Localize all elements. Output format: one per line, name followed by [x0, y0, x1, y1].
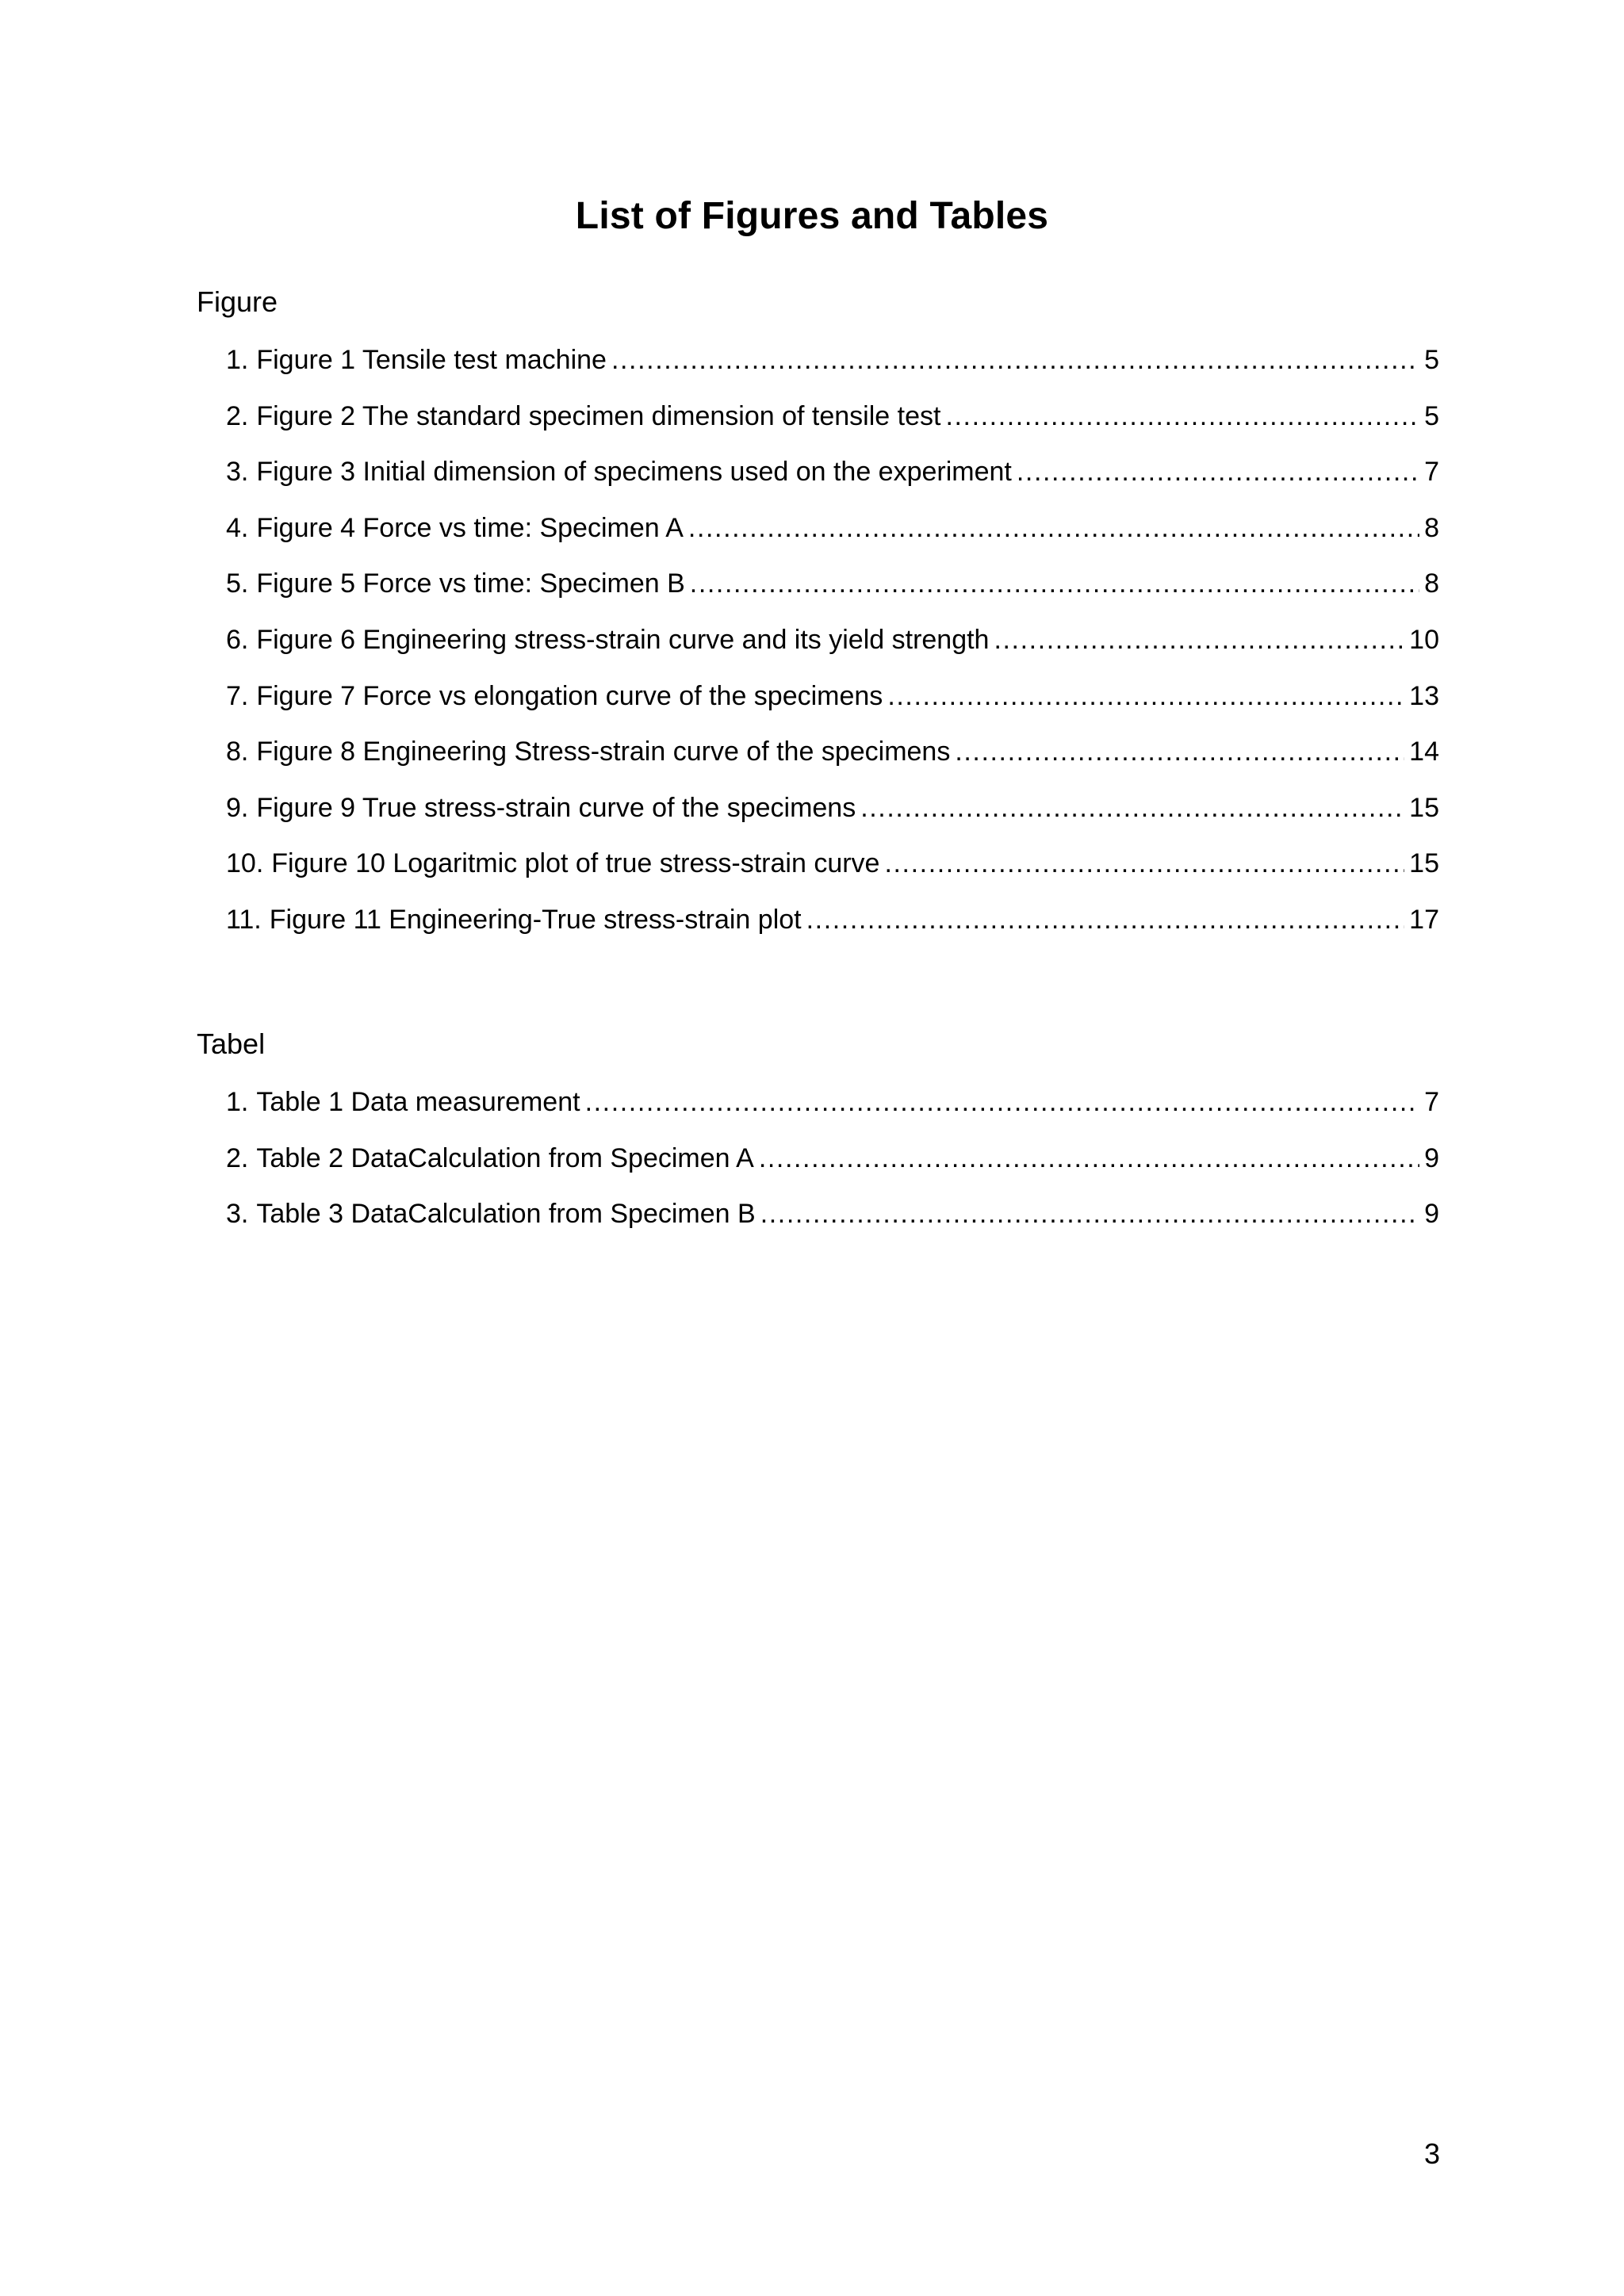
- entry-page-number: 15: [1409, 848, 1439, 879]
- page-title: List of Figures and Tables: [575, 195, 1049, 237]
- list-item[interactable]: [226, 342, 1439, 399]
- list-item[interactable]: [226, 790, 1439, 847]
- entry-page-number: 9: [1424, 1142, 1439, 1173]
- entry-title: Figure 4 Force vs time: Specimen A: [256, 512, 684, 543]
- list-item[interactable]: [226, 1085, 1439, 1141]
- entry-page-number: 7: [1424, 457, 1439, 488]
- list-item[interactable]: [226, 679, 1439, 735]
- dot-leader: [1017, 454, 1419, 489]
- entry-title: Figure 11 Engineering-True stress-strain plot: [269, 904, 802, 935]
- entry-number: 10.: [226, 848, 264, 879]
- dot-leader: [585, 1085, 1420, 1119]
- entry-title: Figure 6 Engineering stress-strain curve and its yield strength: [256, 624, 990, 655]
- figure-section-heading: Figure: [197, 285, 278, 318]
- entry-page-number: 14: [1409, 737, 1439, 767]
- list-item[interactable]: [226, 399, 1439, 455]
- entry-number: 4.: [226, 512, 249, 543]
- dot-leader: [860, 790, 1404, 825]
- table-list: [226, 1085, 1439, 1253]
- table-section-heading: Tabel: [197, 1027, 266, 1060]
- entry-number: 1.: [226, 1087, 249, 1117]
- dot-leader: [760, 1196, 1419, 1231]
- dot-leader: [759, 1141, 1419, 1176]
- entry-title: Figure 9 True stress-strain curve of the specimens: [256, 792, 856, 823]
- entry-page-number: 5: [1424, 400, 1439, 431]
- entry-title: Figure 8 Engineering Stress-strain curve of the specimens: [256, 737, 951, 767]
- list-item[interactable]: [226, 1196, 1439, 1253]
- list-item[interactable]: [226, 1141, 1439, 1197]
- entry-title: Figure 5 Force vs time: Specimen B: [256, 568, 685, 599]
- entry-page-number: 7: [1424, 1087, 1439, 1117]
- list-item[interactable]: [226, 846, 1439, 902]
- entry-title: Table 3 DataCalculation from Specimen B: [256, 1199, 756, 1230]
- entry-page-number: 9: [1424, 1199, 1439, 1230]
- entry-number: 2.: [226, 400, 249, 431]
- entry-number: 8.: [226, 737, 249, 767]
- entry-number: 9.: [226, 792, 249, 823]
- entry-number: 6.: [226, 624, 249, 655]
- entry-page-number: 8: [1424, 568, 1439, 599]
- entry-page-number: 17: [1409, 904, 1439, 935]
- list-item[interactable]: [226, 454, 1439, 511]
- entry-number: 11.: [226, 904, 262, 935]
- entry-page-number: 10: [1409, 624, 1439, 655]
- list-item[interactable]: [226, 511, 1439, 567]
- entry-number: 3.: [226, 1199, 249, 1230]
- entry-page-number: 15: [1409, 792, 1439, 823]
- figure-list: [226, 342, 1439, 959]
- dot-leader: [887, 679, 1404, 714]
- entry-title: Figure 2 The standard specimen dimension of tensile test: [256, 400, 941, 431]
- list-item[interactable]: [226, 622, 1439, 679]
- dot-leader: [690, 566, 1419, 601]
- entry-number: 5.: [226, 568, 249, 599]
- entry-title: Figure 1 Tensile test machine: [256, 345, 607, 375]
- entry-number: 2.: [226, 1142, 249, 1173]
- entry-title: Figure 7 Force vs elongation curve of the specimens: [256, 680, 883, 711]
- dot-leader: [611, 342, 1419, 377]
- entry-title: Table 2 DataCalculation from Specimen A: [256, 1142, 754, 1173]
- entry-page-number: 8: [1424, 512, 1439, 543]
- entry-number: 3.: [226, 457, 249, 488]
- list-item[interactable]: [226, 902, 1439, 959]
- entry-title: Figure 10 Logaritmic plot of true stress-strain curve: [271, 848, 880, 879]
- entry-title: Table 1 Data measurement: [256, 1087, 580, 1117]
- dot-leader: [688, 511, 1419, 545]
- entry-page-number: 13: [1409, 680, 1439, 711]
- page-number: 3: [1423, 2137, 1440, 2170]
- dot-leader: [806, 902, 1405, 937]
- entry-number: 1.: [226, 345, 249, 375]
- dot-leader: [994, 622, 1404, 657]
- dot-leader: [945, 399, 1419, 434]
- entry-page-number: 5: [1424, 345, 1439, 375]
- entry-title: Figure 3 Initial dimension of specimens used on the experiment: [256, 457, 1012, 488]
- list-item[interactable]: [226, 566, 1439, 622]
- entry-number: 7.: [226, 680, 249, 711]
- dot-leader: [955, 734, 1404, 769]
- dot-leader: [884, 846, 1404, 881]
- list-item[interactable]: [226, 734, 1439, 790]
